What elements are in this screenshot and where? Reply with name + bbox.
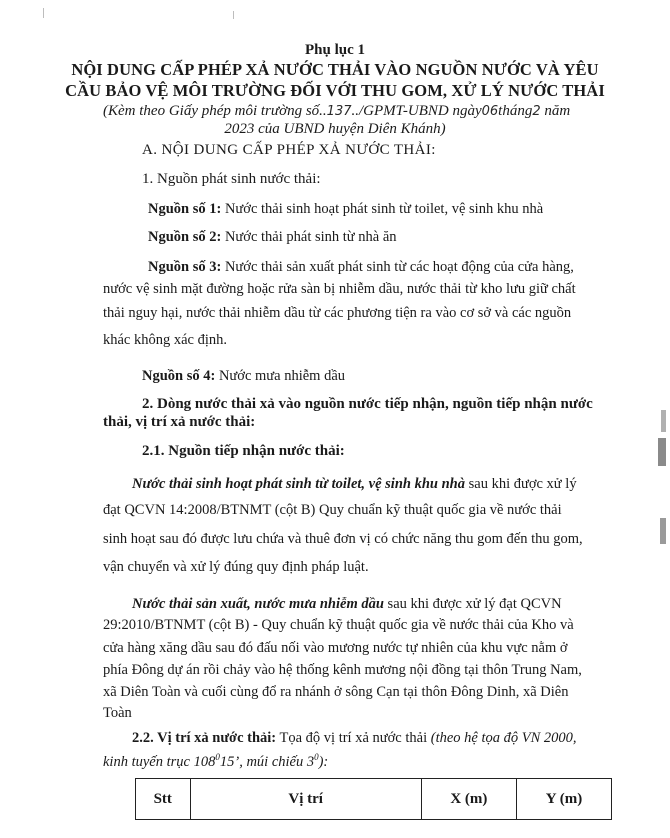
production-wastewater-line-2: 29:2010/BTNMT (cột B) - Quy chuẩn kỹ thuật quốc gia về nước thải của Kho và bbox=[103, 617, 574, 633]
handwritten-month: 2 bbox=[532, 104, 541, 119]
doc-title-line-1: NỘI DUNG CẤP PHÉP XẢ NƯỚC THẢI VÀO NGUỒN NƯỚC VÀ YÊU bbox=[71, 60, 599, 79]
item-2-2-line-2: kinh tuyến trục $108^015$’, múi chiếu $3^0$): bbox=[103, 752, 329, 770]
production-wastewater-line-6: Toàn bbox=[103, 705, 132, 721]
item-2-heading-line-1: 2. Dòng nước thải xả vào nguồn nước tiếp nhận, nguồn tiếp nhận nước bbox=[142, 396, 593, 412]
appendix-label: Phụ lục 1 bbox=[304, 42, 365, 58]
section-a-heading: A. NỘI DUNG CẤP PHÉP XẢ NƯỚC THẢI: bbox=[142, 142, 436, 158]
domestic-wastewater-line-4: vận chuyển và xử lý đúng quy định pháp luật. bbox=[103, 559, 369, 575]
item-2-heading-line-2: thải, vị trí xả nước thải: bbox=[103, 414, 256, 430]
stamp-edge-mark bbox=[658, 438, 666, 466]
domestic-wastewater-line-1: Nước thải sinh hoạt phát sinh từ toilet, vệ sinh khu nhà sau khi được xử lý bbox=[132, 476, 577, 492]
issuance-note-line-1: (Kèm theo Giấy phép môi trường số..137../GPMT-UBND ngày06tháng2 năm bbox=[103, 103, 571, 119]
source-3-line-3: thải nguy hại, nước thải nhiễm dầu từ các phương tiện ra vào cơ sở và các nguồn bbox=[103, 305, 572, 321]
doc-title-line-2: CẦU BẢO VỆ MÔI TRƯỜNG ĐỐI VỚI THU GOM, XỬ LÝ NƯỚC THẢI bbox=[65, 81, 605, 100]
source-3: Nguồn số 3: Nước thải sản xuất phát sinh từ các hoạt động của cửa hàng, bbox=[148, 259, 574, 275]
handwritten-day: 06 bbox=[481, 104, 499, 119]
scan-speck bbox=[233, 11, 234, 19]
issuance-note-line-2: 2023 của UBND huyện Diên Khánh) bbox=[224, 121, 446, 137]
stamp-edge-mark bbox=[660, 518, 666, 544]
table-header-row bbox=[136, 779, 612, 820]
column-x: X (m) bbox=[421, 779, 516, 820]
column-stt: Stt bbox=[136, 779, 191, 820]
coordinates-table bbox=[135, 778, 612, 820]
handwritten-permit-number: 137 bbox=[326, 104, 352, 119]
production-wastewater-line-3: cửa hàng xăng dầu sau đó đấu nối vào mương nước tự nhiên của khu vực nằm ở bbox=[103, 640, 568, 656]
source-1: Nguồn số 1: Nước thải sinh hoạt phát sinh từ toilet, vệ sinh khu nhà bbox=[148, 201, 544, 217]
domestic-wastewater-line-2: đạt QCVN 14:2008/BTNMT (cột B) Quy chuẩn kỹ thuật quốc gia về nước thải bbox=[103, 502, 562, 518]
column-y: Y (m) bbox=[516, 779, 611, 820]
item-2-2-line-1: 2.2. Vị trí xả nước thải: Tọa độ vị trí xả nước thải (theo hệ tọa độ VN 2000, bbox=[132, 730, 577, 746]
source-2: Nguồn số 2: Nước thải phát sinh từ nhà ăn bbox=[148, 229, 397, 245]
scan-speck bbox=[43, 8, 44, 18]
source-4: Nguồn số 4: Nước mưa nhiễm dầu bbox=[142, 368, 346, 384]
stamp-edge-mark bbox=[661, 410, 666, 432]
source-3-line-4: khác không xác định. bbox=[103, 332, 228, 348]
production-wastewater-line-1: Nước thải sản xuất, nước mưa nhiễm dầu sau khi được xử lý đạt QCVN bbox=[132, 596, 562, 612]
production-wastewater-line-4: phía Đông dự án rồi chảy vào hệ thống kênh mương nội đồng tại thôn Trung Nam, bbox=[103, 662, 582, 678]
item-2-1-heading: 2.1. Nguồn tiếp nhận nước thải: bbox=[142, 443, 345, 459]
column-location: Vị trí bbox=[190, 779, 421, 820]
domestic-wastewater-line-3: sinh hoạt sau đó được lưu chứa và thuê đơn vị có chức năng thu gom đến thu gom, bbox=[103, 531, 583, 547]
production-wastewater-line-5: xã Diên Toàn và cuối cùng đổ ra nhánh ở sông Cạn tại thôn Đông Dinh, xã Diên bbox=[103, 684, 569, 700]
source-3-line-2: nước vệ sinh mặt đường hoặc rửa sàn bị nhiễm dầu, nước thải từ kho lưu giữ chất bbox=[103, 281, 576, 297]
item-1-heading: 1. Nguồn phát sinh nước thải: bbox=[142, 171, 321, 187]
